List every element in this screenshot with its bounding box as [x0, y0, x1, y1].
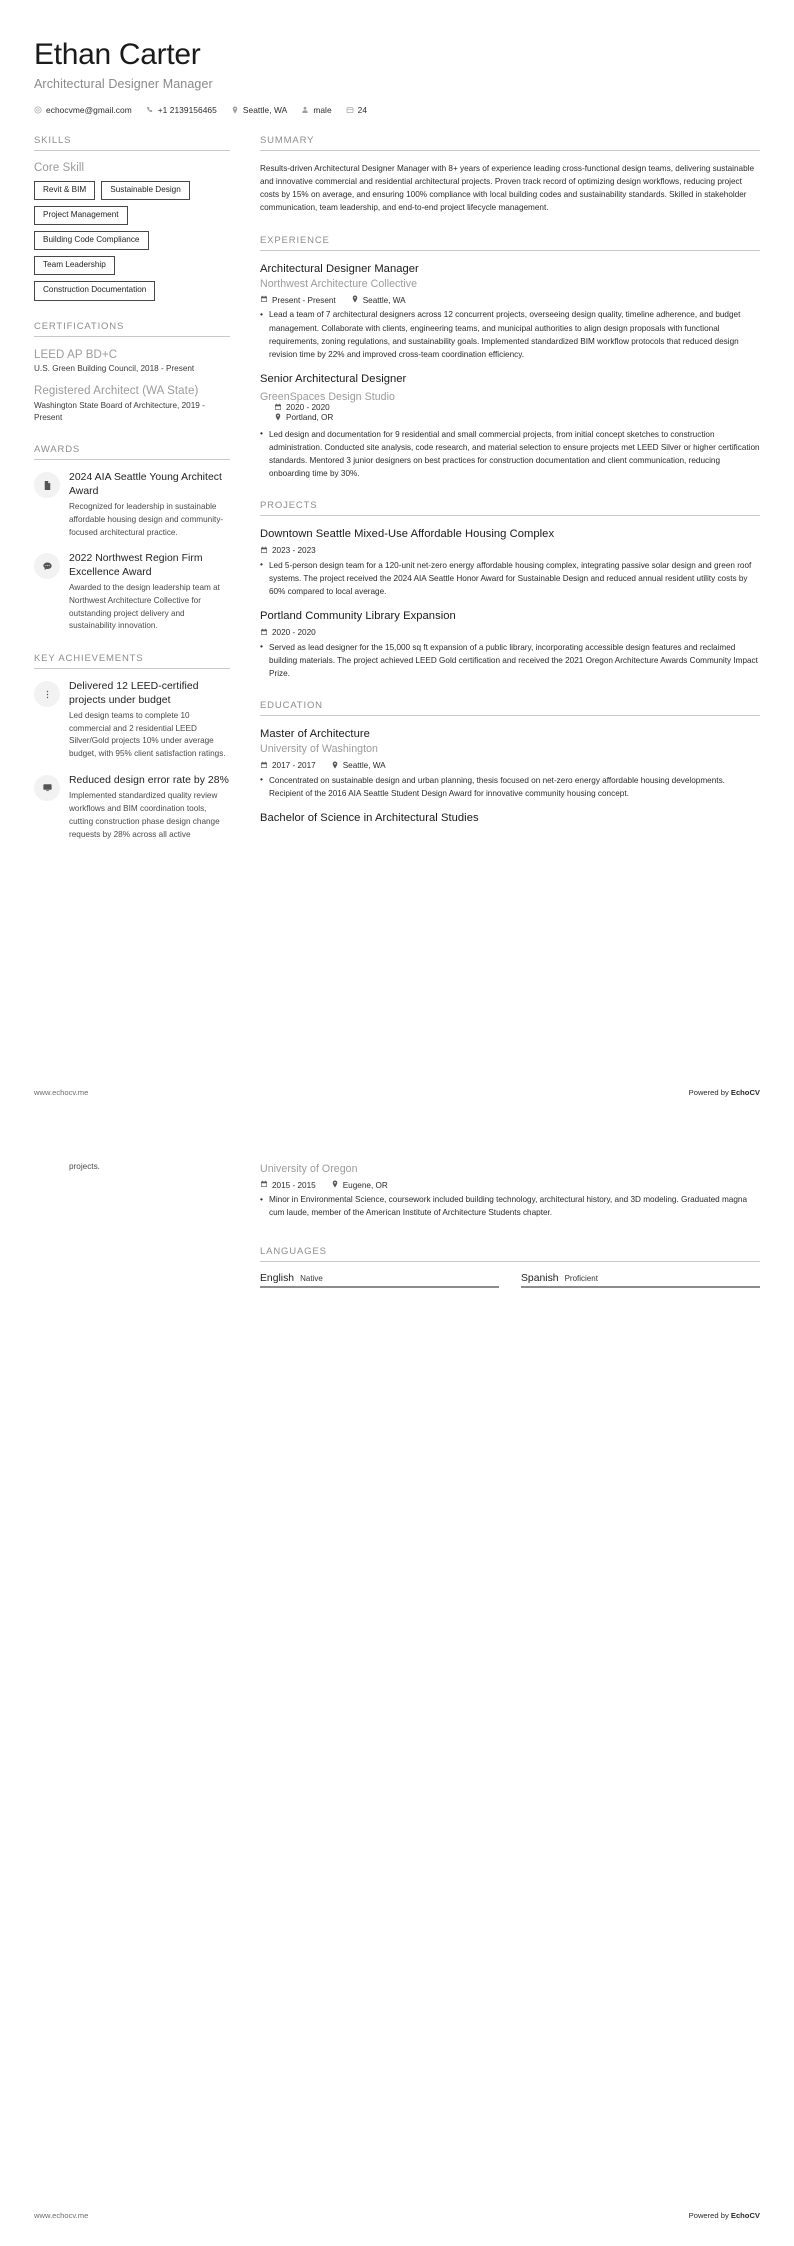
project-meta: [260, 628, 760, 638]
location-icon: [274, 413, 282, 423]
contact-phone-text: +1 2139156465: [157, 104, 217, 115]
education-location: [331, 1180, 388, 1190]
project-meta: [260, 546, 760, 556]
award-item: [34, 471, 230, 539]
certification-name: Registered Architect (WA State): [34, 385, 199, 398]
contact-age: [346, 105, 367, 115]
education-item: [260, 1162, 760, 1220]
experience-company: Northwest Architecture Collective: [260, 278, 418, 291]
summary-section: [260, 135, 760, 215]
achievement-item: [34, 680, 230, 761]
main-content-continued: [260, 1161, 760, 1308]
contact-gender: [301, 105, 331, 115]
key-achievements-section-title: KEY ACHIEVEMENTS: [34, 653, 230, 669]
page-title: Ethan Carter: [34, 38, 201, 71]
education-bullets: [260, 1193, 760, 1219]
job-title: Architectural Designer Manager: [34, 76, 213, 91]
experience-item: [260, 372, 760, 480]
education-school: University of Washington: [260, 743, 378, 756]
footer-website[interactable]: www.echocv.me: [34, 1088, 89, 1097]
location-icon: [231, 106, 239, 114]
skill-chip[interactable]: Project Management: [34, 206, 128, 225]
document-icon: [34, 472, 60, 498]
footer-brand: [689, 1088, 760, 1097]
award-title: 2024 AIA Seattle Young Architect Award: [69, 472, 222, 497]
bullet: • Led design and documentation for 9 residential and small commercial projects, from initial concept sketches to construction administration. Conducted site analysis, code research, and material selection to ensure projects met LEED Silver or higher certification standards. Mentored 3 junior designers on best practices for construction documentation and client communication, reducing onboarding time by 30%.: [260, 428, 760, 481]
education-meta: [260, 761, 760, 771]
calendar-icon: [260, 546, 268, 556]
project-bullets: [260, 641, 760, 680]
achievement-title: Reduced design error rate by 28%: [69, 774, 229, 786]
calendar-icon: [274, 403, 282, 413]
dots-vertical-icon: [34, 681, 60, 707]
skill-chip[interactable]: Building Code Compliance: [34, 231, 149, 250]
certification-meta: U.S. Green Building Council, 2018 - Present: [34, 364, 195, 374]
awards-section: [34, 444, 230, 633]
education-meta: [260, 1180, 760, 1190]
calendar-icon: [260, 1180, 268, 1190]
achievement-title: Delivered 12 LEED-certified projects under budget: [69, 681, 199, 706]
project-dates-text: 2020 - 2020: [272, 628, 316, 638]
project-dates: [260, 546, 316, 556]
education-dates: [260, 1180, 316, 1190]
project-item: [260, 527, 760, 598]
sidebar: [34, 135, 230, 862]
contact-email[interactable]: [34, 105, 132, 115]
resume-header: [34, 0, 760, 115]
award-title: 2022 Northwest Region Firm Excellence Award: [69, 553, 203, 578]
location-icon: [331, 761, 339, 771]
location-icon: [331, 1180, 339, 1190]
contact-age-text: 24: [357, 104, 368, 115]
achievement-desc: Implemented standardized quality review workflows and BIM coordination tools, cutting construction phase design change requests by 28% across all active: [69, 791, 220, 839]
skill-chip[interactable]: Team Leadership: [34, 256, 115, 275]
skill-chip[interactable]: Sustainable Design: [101, 181, 190, 200]
email-icon: [34, 106, 42, 114]
award-desc: Awarded to the design leadership team at Northwest Architecture Collective for outstanding project delivery and sustainability innovation.: [69, 583, 220, 631]
experience-dates-text: Present - Present: [272, 295, 336, 305]
certifications-section-title: CERTIFICATIONS: [34, 321, 230, 337]
key-achievements-section: [34, 653, 230, 841]
experience-location-text: Seattle, WA: [362, 295, 406, 305]
summary-text: Results-driven Architectural Designer Manager with 8+ years of experience leading cross-functional design teams, delivering sustainable and innovative commercial and residential architectural projects. Proven track record of optimizing design workflows, reducing project costs by 15% on average, and ensuring 100% compliance with local building codes and sustainability standards. Skilled in stakeholder communication, team leadership, and end-to-end project lifecycle management.: [260, 163, 755, 213]
footer-brand-name: EchoCV: [730, 1088, 760, 1097]
summary-section-title: SUMMARY: [260, 135, 760, 151]
experience-meta: [260, 295, 760, 305]
core-skill-label: Core Skill: [34, 161, 85, 174]
experience-location: [351, 295, 406, 305]
bullet: • Served as lead designer for the 15,000 sq ft expansion of a public library, incorporating accessible design features and reclaimed building materials. The project achieved LEED Gold certification and received the 2021 Oregon Architecture Awards Community Impact Prize.: [260, 641, 760, 680]
languages-section-title: LANGUAGES: [260, 1246, 760, 1262]
education-location-text: Eugene, OR: [342, 1180, 388, 1190]
certification-name: LEED AP BD+C: [34, 348, 118, 361]
project-title: Downtown Seattle Mixed-Use Affordable Housing Complex: [260, 528, 555, 541]
bullet: • Concentrated on sustainable design and urban planning, thesis focused on net-zero energy affordable housing developments. Recipient of the 2016 AIA Seattle Student Design Award for innovative community housing concept.: [260, 774, 760, 800]
page-footer: [34, 1088, 760, 1097]
footer-powered-prefix: Powered by: [688, 2211, 731, 2220]
education-item: [260, 727, 760, 800]
achievement-desc: Led design teams to complete 10 commercial and 2 residential LEED Silver/Gold projects 10% under average budget, with 95% client satisfaction ratings.: [69, 711, 226, 759]
skills-section-title: SKILLS: [34, 135, 230, 151]
calendar-icon: [260, 628, 268, 638]
experience-dates: [260, 295, 336, 305]
bullet: • Lead a team of 7 architectural designers across 12 concurrent projects, overseeing design quality, timeline adherence, and budget management. Collaborate with clients, engineering teams, and municipal authorities to align design proposals with functional requirements, zoning regulations, and sustainability goals. Implemented standardized BIM workflow protocols that reduced design revision time by 22% and improved cross-team coordination efficiency.: [260, 308, 760, 361]
language-list: [260, 1273, 760, 1288]
project-title: Portland Community Library Expansion: [260, 609, 456, 622]
calendar-icon: [260, 295, 268, 305]
main-content: [260, 135, 760, 846]
award-desc: Recognized for leadership in sustainable affordable housing design and community-focused architectural practice.: [69, 502, 224, 537]
contact-location: [231, 105, 287, 115]
experience-company: GreenSpaces Design Studio: [260, 390, 395, 403]
experience-bullets: [260, 308, 760, 361]
language-level: Native: [300, 1273, 323, 1283]
award-item: [34, 552, 230, 633]
skills-section: [34, 135, 230, 301]
education-school: University of Oregon: [260, 1163, 358, 1175]
contact-gender-text: male: [313, 104, 332, 115]
footer-brand-name: EchoCV: [730, 2211, 760, 2220]
education-location: [331, 761, 386, 771]
education-item: [260, 811, 760, 826]
calendar-icon: [346, 106, 354, 114]
education-dates-text: 2017 - 2017: [272, 761, 316, 771]
language-level: Proficient: [564, 1273, 598, 1283]
bullet: • Led 5-person design team for a 120-unit net-zero energy affordable housing complex, integrating passive solar design and green roof systems. The project received the 2024 AIA Seattle Honor Award for Sustainable Design and reduced annual resident utility costs by 60% compared to local average.: [260, 559, 760, 598]
comment-icon: [34, 553, 60, 579]
footer-brand: [689, 2211, 760, 2220]
resume-page-2: [0, 1123, 794, 2246]
experience-bullets: [260, 428, 760, 481]
education-degree: Bachelor of Science in Architectural Studies: [260, 812, 479, 825]
education-bullets: [260, 774, 760, 800]
location-icon: [351, 295, 359, 305]
language-item: [521, 1273, 760, 1288]
achievement-item: [34, 774, 230, 841]
project-dates-text: 2023 - 2023: [272, 546, 316, 556]
education-dates-text: 2015 - 2015: [272, 1180, 316, 1190]
education-dates: [260, 761, 316, 771]
experience-section-title: EXPERIENCE: [260, 235, 760, 251]
certification-item: [34, 348, 230, 376]
experience-location-text: Portland, OR: [286, 413, 334, 423]
certification-item: [34, 384, 230, 424]
contact-email-text: echocvme@gmail.com: [46, 104, 132, 115]
footer-powered-prefix: Powered by: [688, 1088, 731, 1097]
contact-phone[interactable]: [146, 105, 217, 115]
contact-location-text: Seattle, WA: [242, 104, 288, 115]
project-bullets: [260, 559, 760, 598]
skill-chip-list: [34, 181, 230, 301]
education-section-title: EDUCATION: [260, 700, 760, 716]
languages-section: [260, 1246, 760, 1288]
language-item: [260, 1273, 499, 1288]
experience-item: [260, 262, 760, 361]
monitor-icon: [34, 775, 60, 801]
phone-icon: [146, 106, 154, 114]
experience-dates-text: 2020 - 2020: [286, 403, 330, 413]
education-section: [260, 700, 760, 826]
awards-section-title: AWARDS: [34, 444, 230, 460]
skill-chip[interactable]: Construction Documentation: [34, 281, 155, 300]
achievement-desc-overflow: projects.: [69, 1162, 100, 1171]
bullet: • Minor in Environmental Science, coursework included building technology, architectural history, and 3D modeling. Graduated magna cum laude, member of the American Institute of Architecture Students chapter.: [260, 1193, 760, 1219]
project-dates: [260, 628, 316, 638]
person-icon: [301, 106, 309, 114]
footer-website[interactable]: www.echocv.me: [34, 2211, 89, 2220]
certification-meta: Washington State Board of Architecture, 2019 - Present: [34, 401, 205, 423]
skill-chip[interactable]: Revit & BIM: [34, 181, 95, 200]
language-name: Spanish: [521, 1272, 559, 1284]
projects-section-title: PROJECTS: [260, 500, 760, 516]
page-footer: [34, 2211, 760, 2220]
experience-section: [260, 235, 760, 480]
language-name: English: [260, 1272, 295, 1284]
education-location-text: Seattle, WA: [342, 761, 386, 771]
experience-dates: [274, 403, 760, 413]
experience-location: [274, 413, 760, 423]
certifications-section: [34, 321, 230, 425]
projects-section: [260, 500, 760, 680]
education-degree: Master of Architecture: [260, 727, 370, 740]
project-item: [260, 609, 760, 680]
experience-job-title: Architectural Designer Manager: [260, 262, 419, 275]
calendar-icon: [260, 761, 268, 771]
experience-job-title: Senior Architectural Designer: [260, 372, 407, 385]
sidebar-overflow: [34, 1161, 230, 1174]
contact-row: [34, 105, 760, 115]
